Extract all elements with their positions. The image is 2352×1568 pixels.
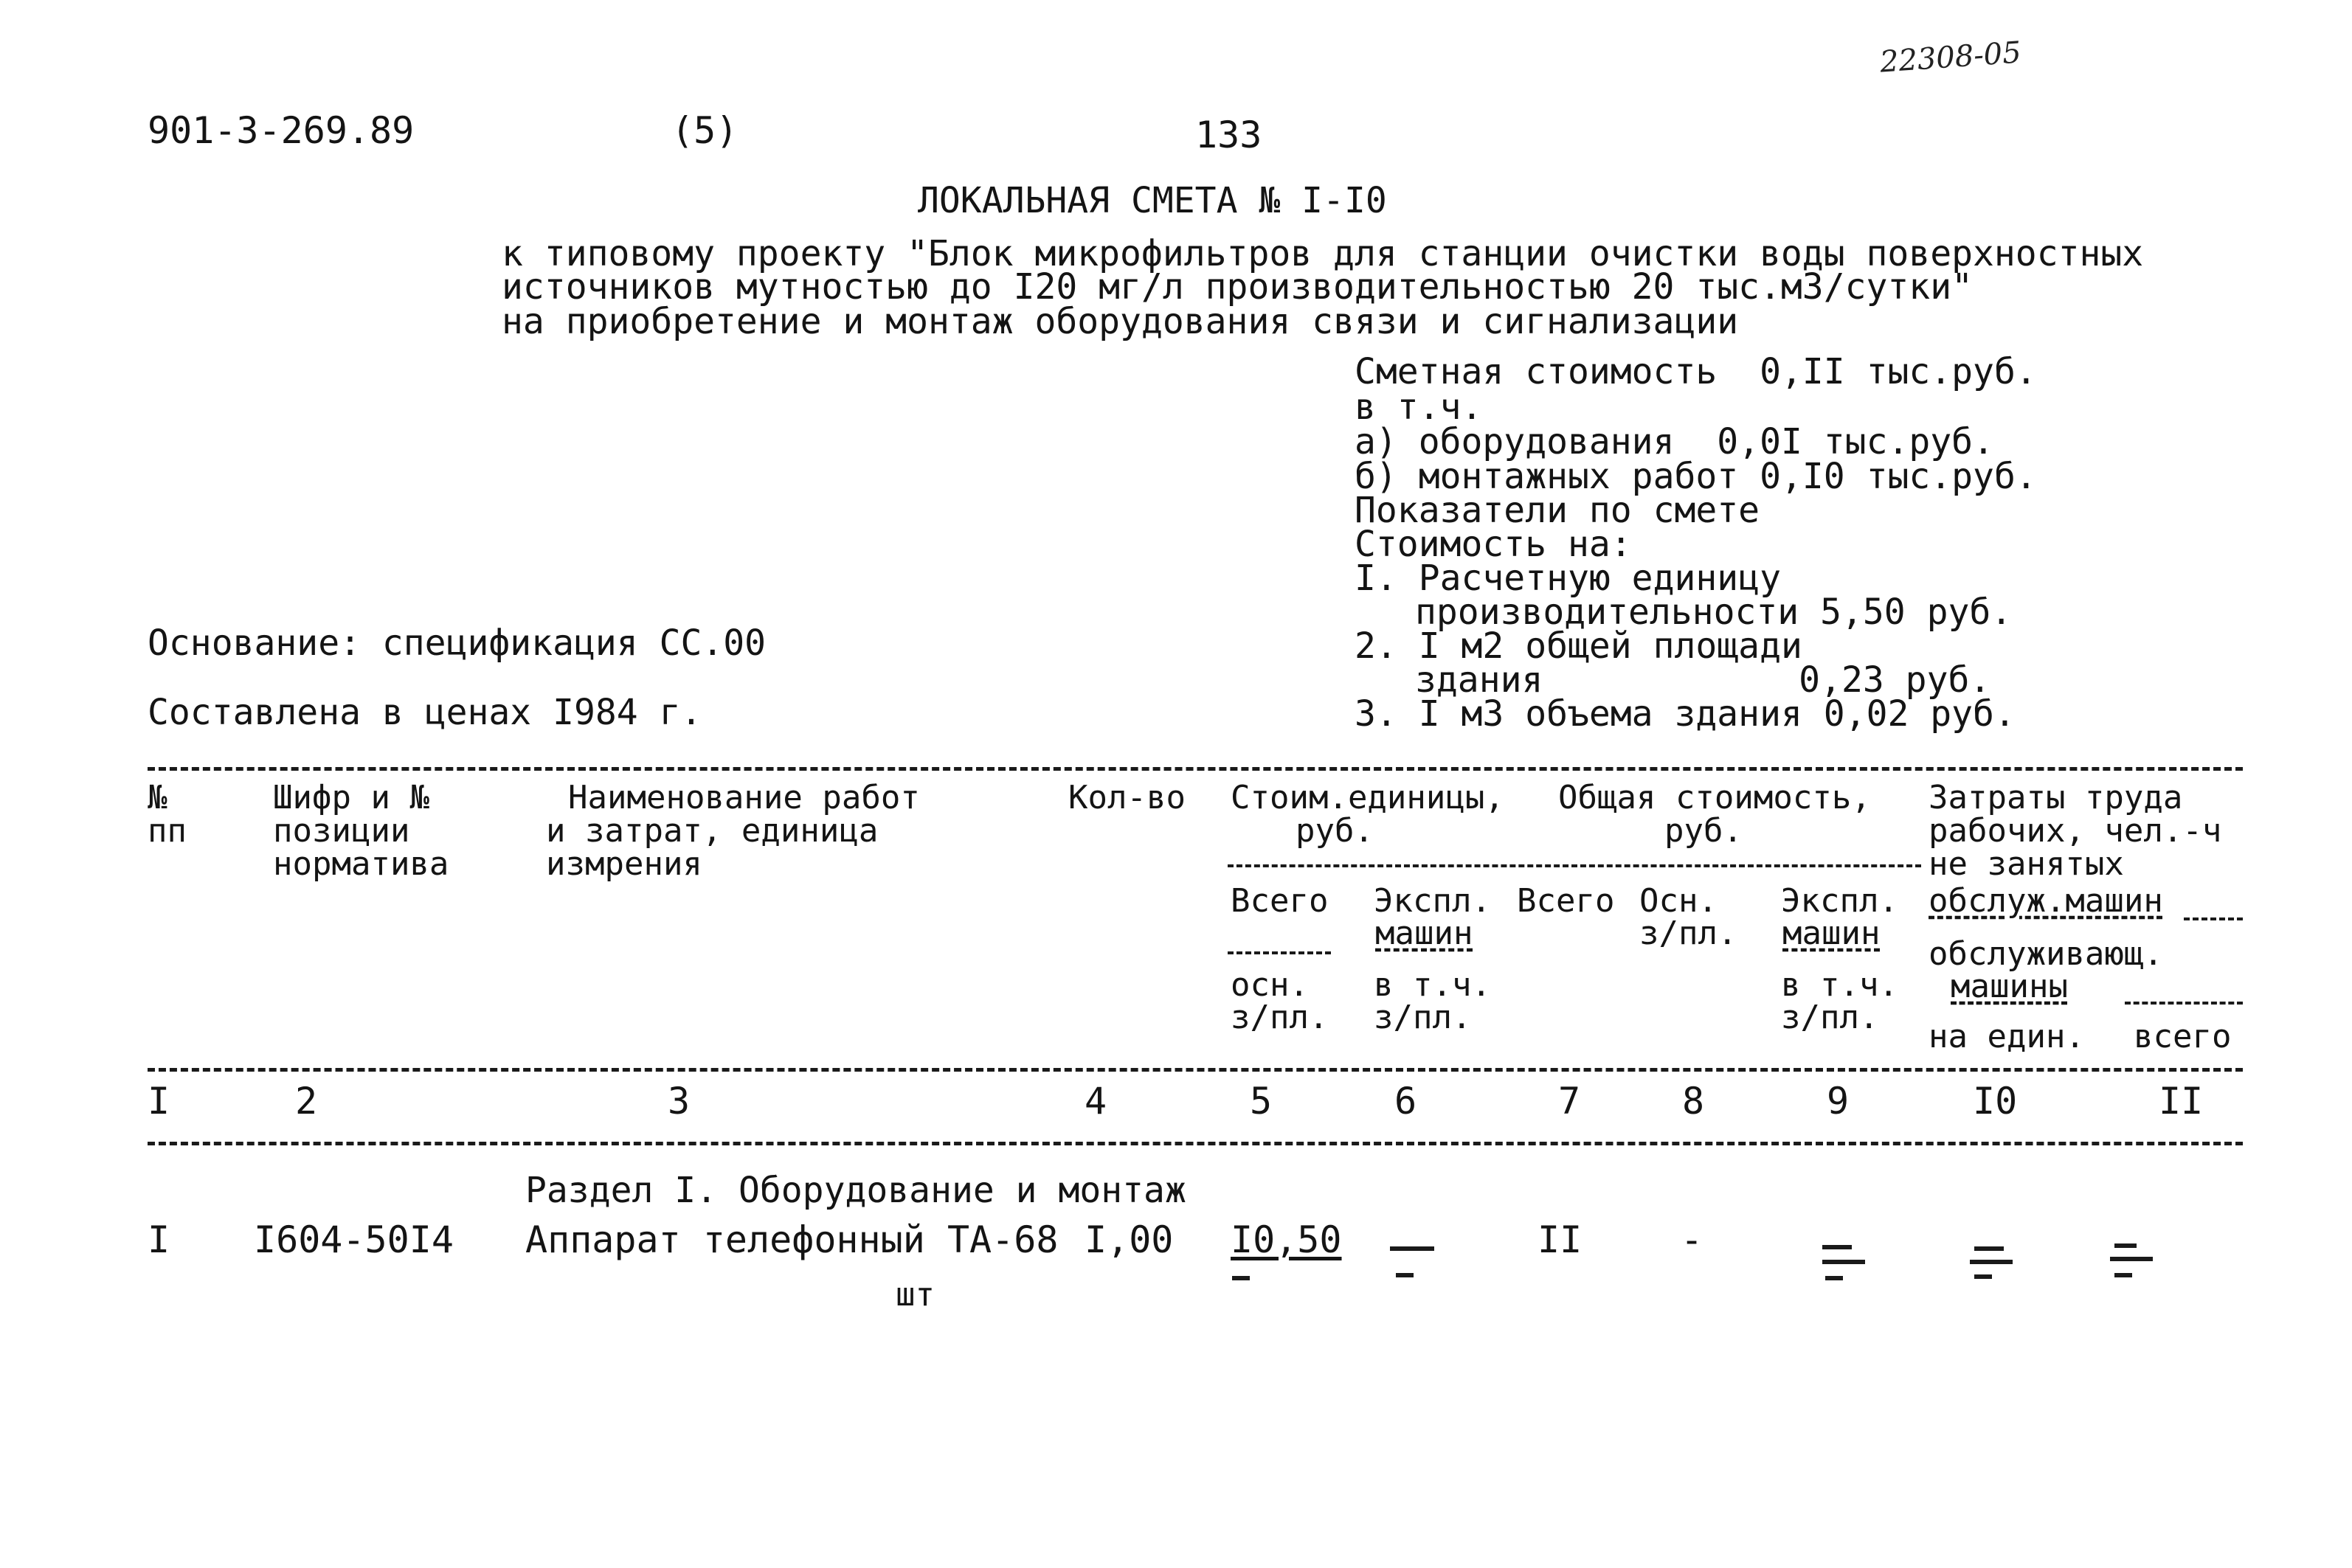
header-c6-incl: в т.ч. [1374, 966, 1491, 1004]
prices-line: Составлена в ценах I984 г. [148, 692, 702, 733]
estimate-title: ЛОКАЛЬНАЯ СМЕТА № I-I0 [918, 180, 1387, 221]
header-rule-labor-2 [2125, 1002, 2243, 1005]
header-labor-4: обслуж.машин [1929, 882, 2163, 920]
row-code: I604-50I4 [254, 1218, 454, 1261]
header-total-cost-rub: руб. [1664, 812, 1743, 850]
row-total-cost: II [1538, 1218, 1583, 1261]
header-c9-expl: Экспл. [1781, 882, 1898, 920]
indicator-2b: здания 0,23 руб. [1415, 659, 1991, 701]
header-c6-expl: Экспл. [1374, 882, 1491, 920]
column-numbers-top-rule [148, 1068, 2243, 1072]
including-label: в т.ч. [1355, 386, 1483, 428]
document-code: 901-3-269.89 [148, 109, 415, 152]
equipment-cost: а) оборудования 0,0I тыс.руб. [1355, 421, 1994, 462]
col-num-8: 8 [1682, 1080, 1705, 1123]
header-rule-cost [1228, 864, 1921, 867]
project-line-3: на приобретение и монтаж оборудования связи и сигнализации [502, 301, 1739, 342]
installation-cost: б) монтажных работ 0,I0 тыс.руб. [1355, 456, 2037, 497]
indicator-2a: 2. I м2 общей площади [1355, 625, 1802, 667]
row-c11-dash-2 [2110, 1257, 2153, 1261]
header-c5-basic: осн. [1231, 966, 1309, 1004]
col-num-5: 5 [1250, 1080, 1273, 1123]
col-num-2: 2 [295, 1080, 318, 1123]
header-labor-1: Затраты труда [1929, 779, 2183, 816]
col-num-7: 7 [1558, 1080, 1581, 1123]
row-unit: шт [896, 1276, 935, 1314]
header-c6-wage: з/пл. [1374, 999, 1472, 1036]
row-c11-dash-3 [2114, 1273, 2132, 1277]
header-labor-5: обслуживающ. [1929, 935, 2163, 973]
row-c6-dash-bottom [1396, 1273, 1414, 1277]
archive-stamp: 22308-05 [1878, 35, 2023, 80]
header-name-2: и затрат, единица [546, 812, 879, 850]
row-c10-dash-1 [1974, 1246, 2004, 1251]
header-code-1: Шифр и № [273, 779, 429, 816]
header-rule-unit-cost [1228, 951, 1331, 954]
header-c9-machines: машин [1782, 915, 1881, 952]
row-basic-wage: - [1681, 1218, 1704, 1261]
indicators-label: Показатели по смете [1355, 490, 1760, 531]
row-c10-dash-3 [1974, 1274, 1992, 1279]
col-num-1: I [148, 1080, 170, 1123]
col-num-10: I0 [1973, 1080, 2018, 1123]
page-number: 133 [1195, 114, 1262, 156]
indicator-1a: I. Расчетную единицу [1355, 558, 1781, 599]
row-c9-dash-3 [1825, 1276, 1843, 1280]
row-unit-wage-dash [1232, 1276, 1250, 1280]
header-no: № [148, 779, 167, 816]
col-num-6: 6 [1394, 1080, 1417, 1123]
header-c6-machines: машин [1375, 915, 1473, 952]
row-unit-cost: I0,50 [1231, 1218, 1342, 1261]
header-unit-cost-rub: руб. [1296, 812, 1374, 850]
header-labor-2: рабочих, чел.-ч [1929, 812, 2222, 850]
row-c9-dash-1 [1822, 1245, 1852, 1249]
header-name-1: Наименование работ [568, 779, 920, 816]
header-all: всего [2134, 1018, 2232, 1055]
row-c9-dash-2 [1822, 1260, 1865, 1264]
column-numbers-bottom-rule [148, 1142, 2243, 1145]
header-total-cost: Общая стоимость, [1558, 779, 1871, 816]
row-c6-dash-top [1390, 1246, 1434, 1251]
estimated-cost: Сметная стоимость 0,II тыс.руб. [1355, 351, 2037, 392]
header-code-3: норматива [273, 845, 449, 883]
col-num-3: 3 [668, 1080, 691, 1123]
row-quantity: I,00 [1085, 1218, 1174, 1261]
header-labor-3: не занятых [1929, 845, 2124, 883]
header-rule-labor-1 [2184, 917, 2243, 920]
col-num-11: II [2159, 1080, 2204, 1123]
header-c5-total: Всего [1231, 882, 1329, 920]
header-per-unit: на един. [1929, 1018, 2085, 1055]
header-qty: Кол-во [1068, 779, 1186, 816]
col-num-4: 4 [1085, 1080, 1107, 1123]
header-c8-basic: Осн. [1639, 882, 1718, 920]
basis-line: Основание: спецификация СС.00 [148, 622, 767, 664]
header-c9-wage: з/пл. [1781, 999, 1879, 1036]
header-c8-wage: з/пл. [1639, 915, 1737, 952]
header-c7-total: Всего [1517, 882, 1615, 920]
header-c5-wage: з/пл. [1231, 999, 1329, 1036]
project-line-2: источников мутностью до I20 мг/л производительностью 20 тыс.м3/сутки" [502, 266, 1973, 308]
header-code-2: позиции [273, 812, 410, 850]
indicator-3: 3. I м3 объема здания 0,02 руб. [1355, 693, 2016, 735]
row-name: Аппарат телефонный ТА-68 [525, 1218, 1059, 1261]
col-num-9: 9 [1827, 1080, 1850, 1123]
row-c10-dash-2 [1970, 1260, 2013, 1264]
header-name-3: измрения [546, 845, 702, 883]
section-title: Раздел I. Оборудование и монтаж [525, 1170, 1186, 1211]
header-labor-6: машины [1951, 968, 2068, 1005]
cost-on-label: Стоимость на: [1355, 524, 1632, 565]
row-number: I [148, 1218, 170, 1261]
indicator-1b: производительности 5,50 руб. [1415, 592, 2013, 633]
table-top-rule [148, 767, 2243, 771]
header-pp: пп [148, 812, 187, 850]
header-unit-cost: Стоим.единицы, [1231, 779, 1504, 816]
header-c9-incl: в т.ч. [1781, 966, 1898, 1004]
sheet-number: (5) [671, 109, 739, 152]
project-line-1: к типовому проекту "Блок микрофильтров для станции очистки воды поверхностных [502, 233, 2144, 274]
row-c11-dash-1 [2114, 1243, 2137, 1248]
